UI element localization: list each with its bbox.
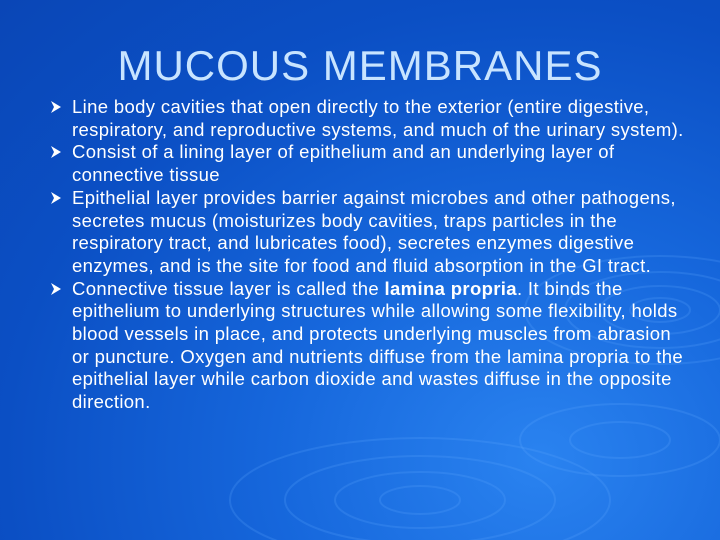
bullet-text: Consist of a lining layer of epithelium and an underlying layer of connective tissue — [72, 141, 615, 186]
bullet-text-start: Connective tissue layer is called the — [72, 277, 385, 299]
bullet-item — [50, 96, 690, 141]
arrowhead-bullet-icon — [50, 100, 62, 114]
bullet-list — [50, 96, 690, 414]
bullet-text: Epithelial layer provides barrier against microbes and other pathogens, secretes mucus (moisturizes body cavities, traps particles in the respiratory tract, and lubricates food), secretes enzymes digestive enzymes, and is the site for food and fluid absorption in the GI tract. — [72, 186, 676, 276]
arrowhead-bullet-icon — [50, 191, 62, 205]
arrowhead-bullet-icon — [50, 282, 62, 296]
bullet-item — [50, 141, 690, 186]
bullet-item — [50, 187, 690, 278]
slide-title: MUCOUS MEMBRANES — [117, 42, 603, 89]
bullet-text-end: . It binds the epithelium to underlying structures while allowing some flexibility, holds blood vessels in place, and protects underlying muscles from abrasion or puncture. Oxygen and nutrients diffuse from the lamina propria to the epithelial layer while carbon dioxide and wastes diffuse in the opposite direction. — [72, 277, 684, 413]
bullet-item — [50, 278, 690, 414]
term-lamina-propria: lamina propria — [384, 277, 517, 299]
arrowhead-bullet-icon — [50, 145, 62, 159]
bullet-text: Line body cavities that open directly to the exterior (entire digestive, respiratory, and reproductive systems, and much of the urinary system). — [72, 96, 684, 140]
